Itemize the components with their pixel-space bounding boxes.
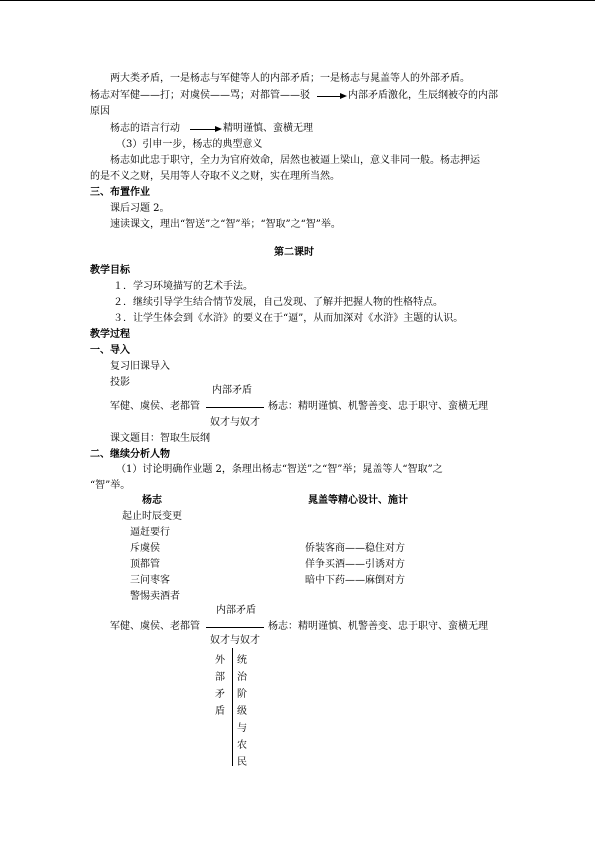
- diagram2-connector-line: [206, 627, 264, 628]
- heading-character-analysis: 二、继续分析人物: [90, 449, 170, 460]
- yangzhi-item: 警惕卖酒者: [130, 591, 180, 602]
- intro-projection: 投影: [110, 377, 130, 388]
- heading-homework: 三、布置作业: [90, 187, 150, 198]
- diagram1-connector-line: [206, 407, 264, 408]
- language-action-result: 精明谨慎、蛮横无理: [223, 123, 313, 134]
- paragraph-two-conflicts: 两大类矛盾，一是杨志与军健等人的内部矛盾；一是杨志与晁盖等人的外部矛盾。: [110, 73, 470, 84]
- yangzhi-item: 逼赶要行: [130, 527, 170, 538]
- language-action-label: 杨志的语言行动: [110, 123, 180, 134]
- paragraph-significance-1: 杨志如此忠于职守，全力为官府效命，居然也被逼上梁山，意义非同一般。杨志押运: [110, 155, 480, 166]
- paragraph-internal-conflict: 内部矛盾激化，生辰纲被夺的内部: [348, 90, 498, 101]
- lesson-topic: 课文题目：智取生辰纲: [110, 433, 210, 444]
- yangzhi-item: 斥虞侯: [130, 543, 160, 554]
- intro-review: 复习旧课导入: [110, 361, 170, 372]
- homework-item-2: 速读课文，理出“智送”之“智”举；“智取”之“智”举。: [110, 219, 341, 230]
- diagram2-right-label: 杨志：精明谨慎、机警善变、忠于职守、蛮横无理: [268, 621, 488, 632]
- column-title-chaogai: 晁盖等精心设计、施计: [308, 495, 408, 506]
- analysis-paragraph-2: “智”举。: [90, 480, 131, 491]
- paragraph-yangzhi-actions: 杨志对军健——打；对虞侯——骂；对都管——驳: [90, 90, 310, 101]
- analysis-paragraph-1: （1）讨论明确作业题 2，条理出杨志“智送”之“智”举；晁盖等人“智取”之: [116, 464, 443, 475]
- subheading-typical-meaning: （3）引申一步，杨志的典型意义: [116, 139, 263, 150]
- heading-teaching-goals: 教学目标: [90, 265, 130, 276]
- diagram2-vertical-divider: [232, 648, 233, 766]
- yangzhi-item: 起止时辰变更: [122, 511, 182, 522]
- diagram2-vertical-left-text: 外 部 矛 盾: [215, 655, 225, 717]
- section-title-second-lesson: 第二课时: [274, 247, 314, 258]
- column-title-yangzhi: 杨志: [142, 495, 162, 506]
- yangzhi-item: 三问枣客: [130, 575, 170, 586]
- diagram1-top-label: 内部矛盾: [212, 385, 252, 396]
- arrow-head-icon: [215, 126, 222, 132]
- chaogai-item: 侨装客商——稳住对方: [305, 543, 405, 554]
- diagram2-vertical-right-text: 统 治 阶 级 与 农 民: [237, 655, 247, 768]
- diagram2-bottom-label: 奴才与奴才: [210, 635, 260, 646]
- arrow-head-icon: [340, 93, 347, 99]
- chaogai-item: 佯争买酒——引诱对方: [305, 559, 405, 570]
- page-top-border: [0, 0, 595, 1]
- diagram1-right-label: 杨志：精明谨慎、机警善变、忠于职守、蛮横无理: [268, 401, 488, 412]
- arrow-line: [190, 129, 216, 130]
- paragraph-reason: 原因: [90, 106, 110, 117]
- arrow-line: [317, 96, 341, 97]
- goal-item-1: １．学习环境描写的艺术手法。: [113, 281, 253, 292]
- diagram1-left-label: 军健、虞侯、老都管: [110, 401, 200, 412]
- homework-item-1: 课后习题 2。: [110, 203, 170, 214]
- diagram2-top-label: 内部矛盾: [216, 605, 256, 616]
- heading-teaching-process: 教学过程: [90, 329, 130, 340]
- chaogai-item: 暗中下药——麻倒对方: [305, 575, 405, 586]
- goal-item-2: ２．继续引导学生结合情节发展，自己发现、了解并把握人物的性格特点。: [113, 297, 443, 308]
- heading-introduction: 一、导入: [90, 345, 130, 356]
- diagram1-bottom-label: 奴才与奴才: [210, 417, 260, 428]
- yangzhi-item: 顶都管: [130, 559, 160, 570]
- diagram2-left-label: 军健、虞侯、老都管: [110, 621, 200, 632]
- paragraph-significance-2: 的是不义之财，吴用等人夺取不义之财，实在理所当然。: [90, 171, 340, 182]
- goal-item-3: ３．让学生体会到《水浒》的要义在于“逼”，从而加深对《水浒》主题的认识。: [113, 313, 464, 324]
